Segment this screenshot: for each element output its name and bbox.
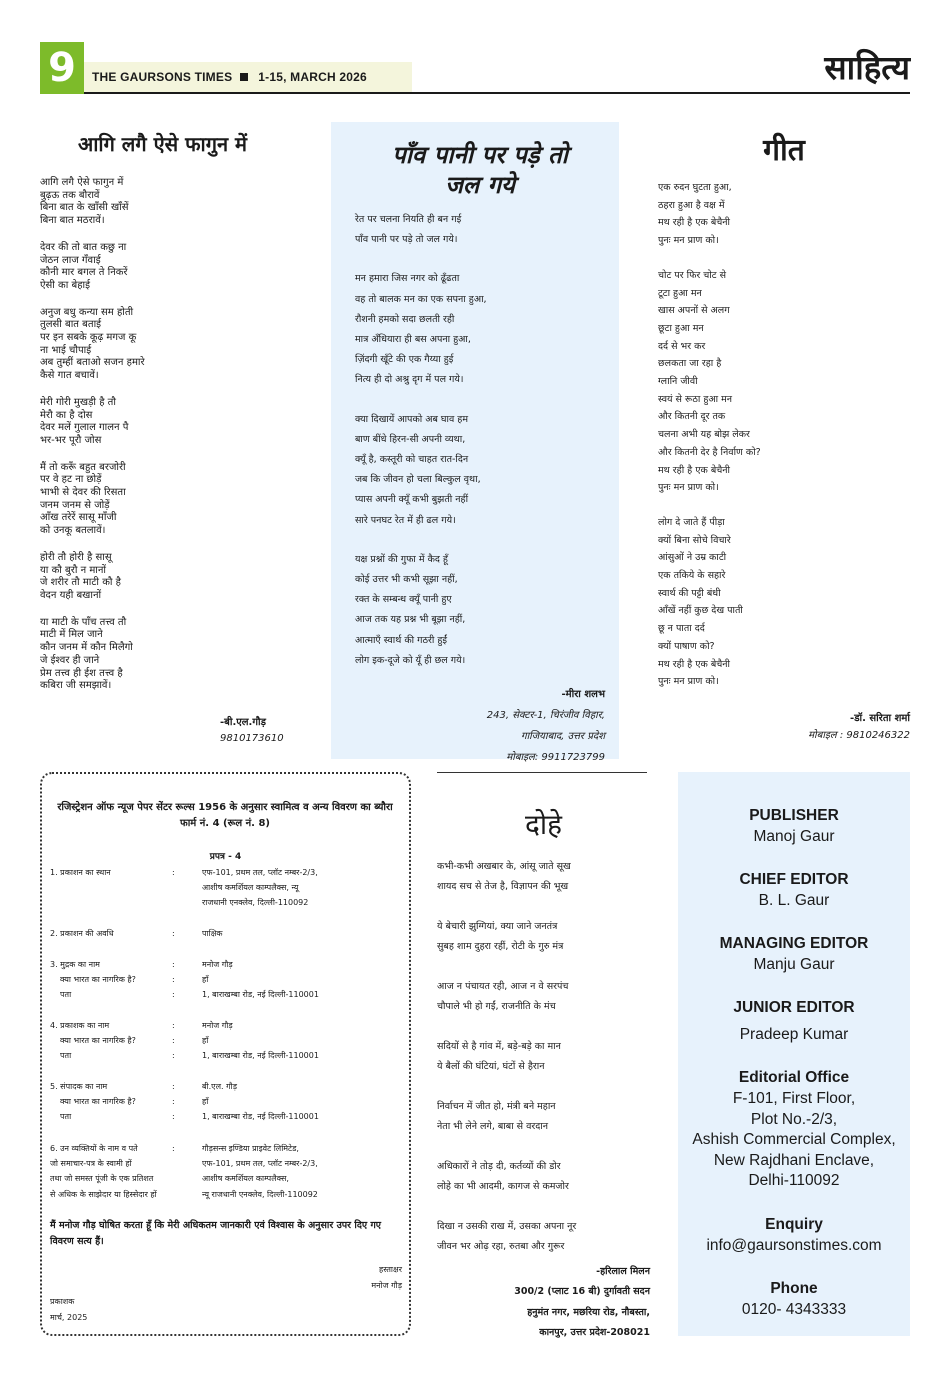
paper-name: THE GAURSONS TIMES xyxy=(92,70,233,84)
page-number: 9 xyxy=(40,42,84,94)
phone-block xyxy=(678,1279,910,1320)
registration-date: मार्च, 2025 xyxy=(50,1313,88,1322)
publisher-label: प्रकाशक xyxy=(50,1297,75,1306)
poem-line: ये बैलों की घंटियां, घंटों से हैरान xyxy=(437,1061,545,1073)
poem-line: स्वार्थ की पट्टी बंधी xyxy=(658,587,721,599)
poem-line: बिना बात के खाँसी खाँसें xyxy=(40,202,129,214)
poem-credit xyxy=(437,1262,650,1344)
poem-line: आंसुओं ने उम्र काटी xyxy=(658,552,727,564)
field-colon xyxy=(172,1171,202,1186)
field-label: पता xyxy=(60,990,72,1000)
poem-line: आँखें नहीं कुछ देख पाती xyxy=(658,605,743,617)
poem-paanv xyxy=(355,140,605,768)
office-block xyxy=(678,1068,910,1192)
registration-signature xyxy=(50,1262,402,1326)
enquiry-email[interactable]: info@gaursonstimes.com xyxy=(706,1236,882,1254)
poem-line: पुनः मन प्राण को। xyxy=(658,482,719,494)
phone-number: 0120- 4343333 xyxy=(741,1300,847,1318)
poem-line: मन हमारा जिस नगर को ढूँढता xyxy=(355,273,460,285)
field-label: 6. उन व्यक्तियों के नाम व पते xyxy=(50,1144,138,1153)
poem-title xyxy=(355,140,605,200)
poem-line: वह तो बालक मन का एक सपना हुआ, xyxy=(355,293,487,305)
poem-line: लोग इक-दूजे को यूँ ही छल गये। xyxy=(355,654,466,666)
poem-line: पर इन सबके कूढ़ मगज कू xyxy=(40,332,137,344)
field-value: एफ-101, प्रथम तल, प्लॉट नम्बर-2/3, xyxy=(202,868,318,877)
poem-line: होरी तौ होरी है सासू xyxy=(40,551,112,563)
couplet xyxy=(437,917,650,958)
poem-line: देवर मलें गुलाल गालन पै xyxy=(40,422,129,434)
stanza xyxy=(40,552,310,603)
registration-row xyxy=(50,1156,392,1171)
author-name: -हरिलाल मिलन xyxy=(596,1265,650,1277)
stanza xyxy=(658,514,910,691)
publisher-name: Manoj Gaur xyxy=(753,828,835,845)
poem-line: आज तक यह प्रश्न भी बूझा नहीं, xyxy=(355,614,466,626)
poem-line: चौपाले भी हो गईं, राजनीति के मंच xyxy=(437,1001,556,1013)
author-phone: 9810173610 xyxy=(220,733,284,744)
poem-title: दोहे xyxy=(525,808,562,841)
dohe-rule xyxy=(437,772,647,773)
poem-line: माटी में मिल जाने xyxy=(40,629,103,641)
author-address: हनुमंत नगर, मछरिया रोड, नौबस्ता, xyxy=(527,1306,650,1318)
stanza xyxy=(355,210,605,250)
field-label: 3. मुद्रक का नाम xyxy=(50,960,100,969)
stanza xyxy=(40,242,310,293)
poem-line: क्यूँ है, कस्तूरी को चाहत रात-दिन xyxy=(355,454,469,466)
poem-line: दिखा न उसकी राख में, उसका अपना नूर xyxy=(437,1220,577,1232)
stanza xyxy=(40,177,310,228)
poem-line: या माटी के पाँच तत्त्व तौ xyxy=(40,616,127,628)
field-colon: : xyxy=(172,990,175,1000)
poem-line: क्या दिखायें आपको अब घाव हम xyxy=(355,413,469,425)
poem-line: चोट पर फिर चोट से xyxy=(658,269,727,281)
field-colon: : xyxy=(172,1144,175,1153)
registration-declaration: मैं मनोज गौड़ घोषित करता हूँ कि मेरी अधिकतम जानकारी एवं विश्वास के अनुसार उपर दिए गए विवरण सत्य हैं। xyxy=(50,1220,382,1247)
field-label: 4. प्रकाशक का नाम xyxy=(50,1021,110,1030)
poem-line: भर-भर पूरौ जोस xyxy=(40,434,102,446)
managing-editor-block xyxy=(678,934,910,975)
registration-section xyxy=(50,1018,392,1064)
poem-line: मेरौ का है दोस xyxy=(40,409,93,421)
field-colon: : xyxy=(172,960,175,969)
poem-line: कैसे गात बचावें। xyxy=(40,370,99,382)
field-label: 2. प्रकाशन की अवधि xyxy=(50,929,114,938)
square-bullet-icon xyxy=(240,73,248,81)
registration-row xyxy=(50,1033,392,1048)
poem-line: मथ रही है एक बेचैनी xyxy=(658,217,731,229)
registration-row xyxy=(50,1048,392,1063)
poem-line: ऐसी का बेहाई xyxy=(40,279,91,291)
registration-row xyxy=(50,865,392,880)
poem-line: जनम जनम से जोड़ें xyxy=(40,499,110,511)
field-value: हाँ xyxy=(202,1097,209,1107)
junior-editor-block xyxy=(678,998,910,1045)
address-line: Ashish Commercial Complex, xyxy=(692,1131,896,1148)
field-label xyxy=(50,880,172,895)
publisher-block xyxy=(678,806,910,847)
poem-body xyxy=(355,210,605,671)
poem-line: जे शरीर तौ माटी कौ है xyxy=(40,577,121,589)
author-address: गाजियाबाद, उत्तर प्रदेश xyxy=(520,731,605,743)
field-colon: : xyxy=(172,1036,175,1046)
poem-line: छूटा हुआ मन xyxy=(658,322,704,334)
field-value: एफ-101, प्रथम तल, प्लॉट नम्बर-2/3, xyxy=(202,1159,318,1169)
poem-line: एक तकिये के सहारे xyxy=(658,570,726,582)
poem-line: कौनी मार बगल ते निकरें xyxy=(40,267,128,279)
address-line: Plot No.-2/3, xyxy=(750,1110,838,1128)
poem-line: दर्द से भर कर xyxy=(658,340,706,352)
poem-line: आँख तरेरें सासू माँजी xyxy=(40,512,117,524)
enquiry-label: Enquiry xyxy=(765,1215,823,1233)
poem-line: मेरी गोरी मुखड़ी है तौ xyxy=(40,396,116,408)
registration-section xyxy=(50,957,392,1003)
poem-line: मथ रही है एक बेचैनी xyxy=(658,464,731,476)
field-colon: : xyxy=(172,1112,175,1122)
chief-editor-name: B. L. Gaur xyxy=(758,892,830,909)
field-label: जो समाचार-पत्र के स्वामी हों xyxy=(50,1159,132,1169)
registration-row xyxy=(50,880,392,895)
signature-label: हस्ताक्षर xyxy=(379,1265,402,1274)
registration-section xyxy=(50,865,392,911)
poem-line: मथ रही है एक बेचैनी xyxy=(658,658,731,670)
poem-line: आज न पंचायत रही, आज न वे सरपंच xyxy=(437,980,569,992)
registration-row xyxy=(50,895,392,910)
poem-fagun xyxy=(40,130,310,744)
couplet xyxy=(437,1217,650,1258)
poem-line: कभी-कभी अखबार के, आंसू जाते सूख xyxy=(437,861,571,872)
couplet xyxy=(437,1157,650,1198)
poem-line: पाँव पानी पर पड़े तो जल गये। xyxy=(355,234,458,246)
poem-line: सदियों से है गांव में, बड़े-बड़े का मान xyxy=(437,1040,561,1052)
enquiry-block xyxy=(678,1215,910,1256)
poem-line: जब कि जीवन हो चला बिल्कुल वृथा, xyxy=(355,474,481,486)
publisher-info xyxy=(678,806,910,1343)
field-value: मनोज गौड़ xyxy=(202,1021,233,1030)
poem-line: सुबह शाम दुहरा रहीं, रोटी के गुरु मंत्र xyxy=(437,941,564,953)
field-label: से अधिक के साझेदार या हिस्सेदार हों xyxy=(50,1189,157,1199)
poem-line: शायद सच से तेज है, विज्ञापन की भूख xyxy=(437,881,569,893)
poem-line: छलकता जा रहा है xyxy=(658,358,722,370)
poem-title: आगि लगै ऐसे फागुन में xyxy=(77,132,248,156)
field-value: बी.एल. गौड़ xyxy=(202,1082,237,1091)
registration-row xyxy=(50,987,392,1002)
author-name: -डॉ. सरिता शर्मा xyxy=(850,713,910,724)
poem-line: देवर की तो बात कछु ना xyxy=(40,241,127,253)
field-value: 1, बाराखम्बा रोड, नई दिल्ली-110001 xyxy=(202,990,319,1000)
poem-line: प्यास अपनी क्यूँ कभी बुझती नहीं xyxy=(355,494,469,506)
field-value: हाँ xyxy=(202,1036,209,1046)
poem-line: कबिरा जी समझावें। xyxy=(40,680,112,692)
poem-line: निर्वाचन में जीत हो, मंत्री बने महान xyxy=(437,1100,556,1112)
field-label: 5. संपादक का नाम xyxy=(50,1082,108,1091)
author-name: -मीरा शलभ xyxy=(561,689,605,701)
phone-label: Phone xyxy=(770,1279,818,1297)
couplet xyxy=(437,1037,650,1078)
poem-line: आत्माएँ स्वार्थ की गठरी हुईं xyxy=(355,634,448,646)
field-value: पाक्षिक xyxy=(202,929,223,938)
poem-line: और कितनी दूर तक xyxy=(658,411,726,423)
registration-section xyxy=(50,926,392,941)
field-colon xyxy=(172,1187,202,1202)
managing-editor-name: Manju Gaur xyxy=(753,956,835,973)
header-rule xyxy=(84,92,910,94)
stanza xyxy=(658,179,910,250)
poem-line: अनुज बधु कन्या सम होती xyxy=(40,306,134,318)
registration-title: रजिस्ट्रेशन ऑफ न्यूज पेपर सेंटर रूल्स 1956 के अनुसार स्वामित्व व अन्य विवरण का ब्यौरा फार्म नं. 4 (रूल नं. 8) xyxy=(57,802,393,829)
couplet xyxy=(437,977,650,1018)
poem-line: खास अपनों से अलग xyxy=(658,305,730,317)
poem-line: तुलसी बात बताई xyxy=(40,319,102,331)
field-value: हाँ xyxy=(202,975,209,985)
registration-row xyxy=(50,926,392,941)
registration-row xyxy=(50,957,392,972)
chief-editor-label: CHIEF EDITOR xyxy=(739,871,849,888)
poem-line: या कौ बुरौ न मानों xyxy=(40,564,107,576)
registration-row xyxy=(50,1094,392,1109)
poem-line: ना भाई चौपाई xyxy=(40,344,92,356)
poem-body xyxy=(437,857,650,1258)
publisher-label: PUBLISHER xyxy=(749,807,839,824)
poem-line: बिना बात मठरावें। xyxy=(40,215,105,227)
poem-line: सारे पनघट रेत में ही ढल गये। xyxy=(355,514,456,526)
field-colon: : xyxy=(172,868,175,877)
poem-line: रक्त के सम्बन्ध क्यूँ पानी हुए xyxy=(355,594,452,606)
poem-line: को उनकू बतलावें। xyxy=(40,525,106,537)
poem-credit xyxy=(808,710,910,744)
poem-line: टूटा हुआ मन xyxy=(658,287,702,299)
poem-line: ये बेचारी झुग्गियां, क्या जाने जनतंत्र xyxy=(437,920,558,932)
poem-title: गीत xyxy=(763,133,805,168)
field-value: राजधानी एनक्लेव, दिल्ली-110092 xyxy=(202,898,309,908)
office-label: Editorial Office xyxy=(738,1069,850,1086)
address-line: Delhi-110092 xyxy=(748,1172,840,1189)
field-value: न्यू राजधानी एनक्लेव, दिल्ली-110092 xyxy=(202,1189,318,1199)
junior-editor-name: Pradeep Kumar xyxy=(739,1026,849,1043)
poem-title-line: पाँव पानी पर पड़े तो xyxy=(392,141,568,169)
poem-credit xyxy=(355,684,605,768)
poem-line: वेदन यही बखानों xyxy=(40,589,102,601)
poem-line: स्वयं से रूठा हुआ मन xyxy=(658,393,733,405)
issue-date: 1-15, MARCH 2026 xyxy=(258,70,367,84)
poem-line: मात्र अँधियारा ही बस अपना हुआ, xyxy=(355,334,471,346)
poem-line: जेठन लाज गँवाई xyxy=(40,254,101,266)
poem-line: भाभी से देवर की रिसता xyxy=(40,487,126,499)
poem-line: नित्य ही दो अश्रु दृग में पल गये। xyxy=(355,374,464,386)
author-address: 243, सेक्टर-1, चिरंजीव विहार, xyxy=(486,710,605,722)
field-colon xyxy=(172,880,202,895)
poem-line: पुनः मन प्राण को। xyxy=(658,676,719,688)
author-address: 300/2 (प्लाट 16 बी) दुर्गावती सदन xyxy=(514,1286,650,1298)
poem-line: नेता भी लेने लगे, बाबा से वरदान xyxy=(437,1121,549,1133)
author-phone: मोबाइल : 9810246322 xyxy=(808,730,910,741)
poem-dohe xyxy=(437,805,650,1344)
field-colon: : xyxy=(172,929,175,938)
registration-section xyxy=(50,1141,392,1202)
field-value: 1, बाराखम्बा रोड, नई दिल्ली-110001 xyxy=(202,1051,319,1061)
poem-line: पुनः मन प्राण को। xyxy=(658,235,719,247)
field-label: पता xyxy=(60,1112,72,1122)
poem-line: पर वे हट ना छोड़ें xyxy=(40,474,102,486)
poem-line: एक रुदन घुटता हुआ, xyxy=(658,182,732,193)
poem-line: बुढ़ऊ तक बौरावें xyxy=(40,189,100,201)
masthead xyxy=(92,70,367,84)
poem-line: ज़िंदगी खूँटे की एक गैय्या हुई xyxy=(355,354,454,366)
stanza xyxy=(355,550,605,671)
registration-row xyxy=(50,1141,392,1156)
registration-row xyxy=(50,1171,392,1186)
signature-name: मनोज गौड़ xyxy=(371,1281,402,1290)
poem-line: क्यों पाषाण को? xyxy=(658,640,715,652)
poem-line: बाण बींधे हिरन-सी अपनी व्यथा, xyxy=(355,433,466,445)
poem-body xyxy=(658,179,910,691)
poem-line: क्यों बिना सोचे विचारे xyxy=(658,534,731,546)
field-value: गौड़सन्स इण्डिया प्राइवेट लिमिटेड, xyxy=(202,1144,299,1153)
registration-row xyxy=(50,972,392,987)
field-colon: : xyxy=(172,1082,175,1091)
field-label: तथा जो समस्त पूंजी के एक प्रतिशत xyxy=(50,1174,154,1184)
author-address: कानपुर, उत्तर प्रदेश-208021 xyxy=(539,1327,650,1339)
poem-line: आगि लगै ऐसे फागुन में xyxy=(40,177,124,188)
field-colon: : xyxy=(172,1051,175,1061)
field-value: आशीष कमर्शियल काम्पलैक्स, xyxy=(202,1174,289,1184)
field-colon xyxy=(172,1156,202,1171)
poem-body xyxy=(40,177,310,693)
poem-line: ग्लानि जीवी xyxy=(658,376,698,388)
registration-section xyxy=(50,1079,392,1125)
address-line: New Rajdhani Enclave, xyxy=(713,1151,875,1169)
registration-row xyxy=(50,1018,392,1033)
stanza xyxy=(355,269,605,390)
field-value: आशीष कमर्शियल काम्पलैक्स, न्यू xyxy=(202,883,299,893)
field-colon: : xyxy=(172,1021,175,1030)
stanza xyxy=(40,617,310,693)
field-value: 1, बाराखम्बा रोड, नई दिल्ली-110001 xyxy=(202,1112,319,1122)
poem-line: अब तुम्हीं बताओ सजन हमारे xyxy=(40,357,145,369)
poem-line: मैं तो करूँ बहुत बरजोरी xyxy=(40,461,126,473)
field-label: क्या भारत का नागरिक है? xyxy=(60,1097,136,1107)
poem-line: ठहरा हुआ है वक्ष में xyxy=(658,199,725,211)
poem-line: कोई उत्तर भी कभी सूझा नहीं, xyxy=(355,574,458,586)
poem-line: रेत पर चलना नियति ही बन गई xyxy=(355,214,462,225)
field-label: पता xyxy=(60,1051,72,1061)
poem-title-line: जल गये xyxy=(445,171,515,199)
poem-line: प्रेम तत्त्व ही ईश तत्त्व है xyxy=(40,667,123,679)
managing-editor-label: MANAGING EDITOR xyxy=(719,935,869,952)
field-label: क्या भारत का नागरिक है? xyxy=(60,1036,136,1046)
stanza xyxy=(355,410,605,531)
field-colon: : xyxy=(172,1097,175,1107)
junior-editor-label: JUNIOR EDITOR xyxy=(733,999,855,1016)
field-colon xyxy=(172,895,202,910)
registration-form-label: प्रपत्र - 4 xyxy=(209,852,242,862)
field-label xyxy=(50,895,172,910)
stanza xyxy=(40,307,310,383)
poem-line: चलना अभी यह बोझ लेकर xyxy=(658,429,750,441)
author-name: -बी.एल.गौड़ xyxy=(220,717,266,728)
author-phone: मोबाइल: 9911723799 xyxy=(506,752,605,764)
registration-row xyxy=(50,1187,392,1202)
couplet xyxy=(437,857,650,898)
poem-line: लोग दे जाते हैं पीड़ा xyxy=(658,516,725,528)
poem-line: अधिकारों ने तोड़ दी, कर्तव्यों की डोर xyxy=(437,1160,561,1172)
couplet xyxy=(437,1097,650,1138)
poem-credit xyxy=(220,715,284,747)
field-value: मनोज गौड़ xyxy=(202,960,233,969)
address-line: F-101, First Floor, xyxy=(732,1090,856,1107)
field-label: क्या भारत का नागरिक है? xyxy=(60,975,136,985)
poem-line: रौशनी हमको सदा छलती रही xyxy=(355,313,455,325)
stanza xyxy=(40,462,310,538)
poem-line: यक्ष प्रश्नों की गुफा में कैद हूँ xyxy=(355,553,448,565)
poem-line: जे ईश्वर ही जाने xyxy=(40,654,100,666)
poem-line: लोहे का भी आदमी, कागज से कमजोर xyxy=(437,1181,569,1193)
stanza xyxy=(658,267,910,497)
poem-line: जीवन भर ओढ़ रहा, रुतबा और गुरूर xyxy=(437,1241,565,1253)
section-title: साहित्य xyxy=(824,48,910,87)
poem-line: और कितनी देर है निर्वाण को? xyxy=(658,446,761,458)
field-colon: : xyxy=(172,975,175,985)
registration-row xyxy=(50,1079,392,1094)
chief-editor-block xyxy=(678,870,910,911)
registration-row xyxy=(50,1109,392,1124)
poem-geet xyxy=(658,128,910,741)
poem-line: छू न पाता दर्द xyxy=(658,623,705,635)
field-label: 1. प्रकाशन का स्थान xyxy=(50,868,111,877)
office-address xyxy=(678,1089,910,1192)
stanza xyxy=(40,397,310,448)
poem-line: कौन जनम में कौन मिलैगो xyxy=(40,642,133,654)
